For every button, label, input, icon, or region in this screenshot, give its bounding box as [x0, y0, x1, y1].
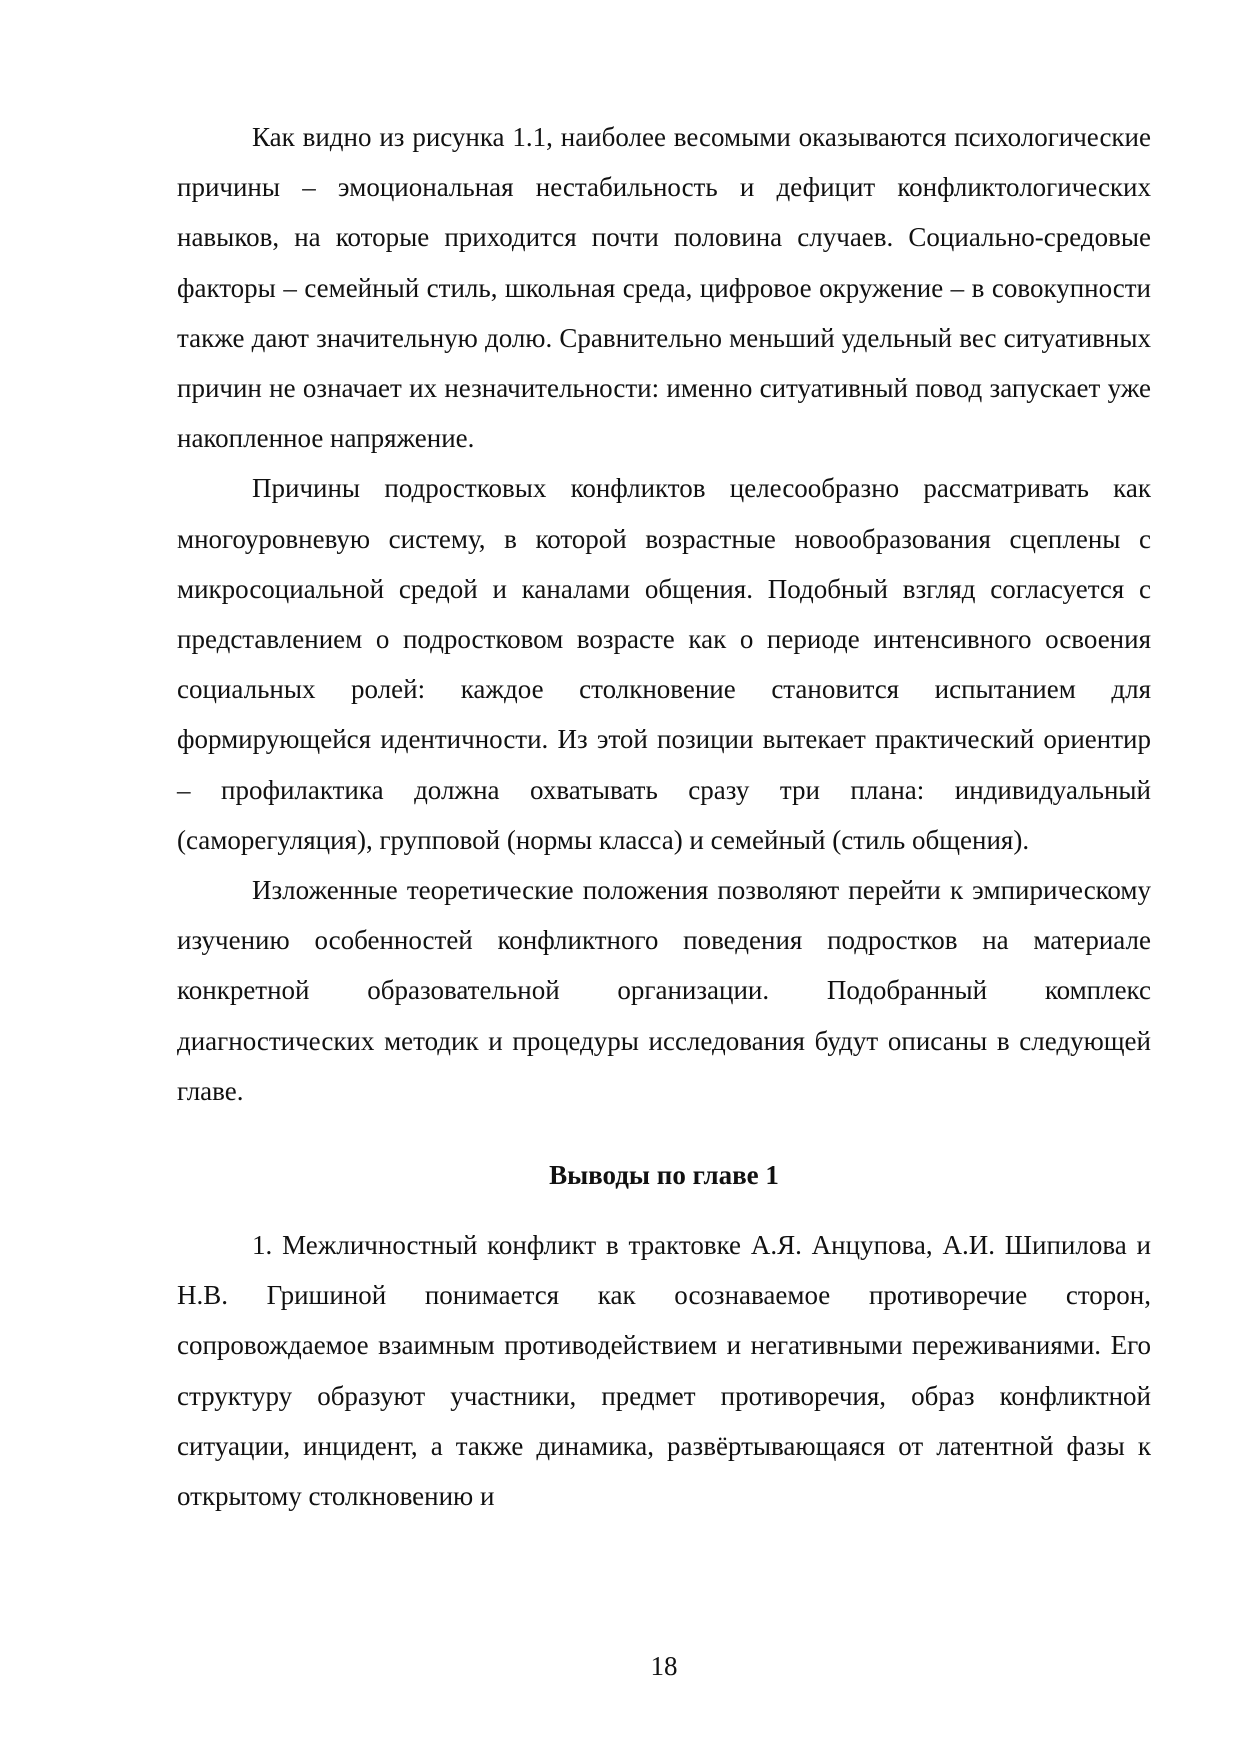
body-paragraph-2: Причины подростковых конфликтов целесообразно рассматривать как многоуровневую систему, в которой возрастные новообразования сцеплены с микросоциальной средой и каналами общения. Подобный взгляд согласуется с представлением о подростковом возрасте как о периоде интенсивного освоения социальных ролей: каждое столкновение становится испытанием для формирующейся идентичности. Из этой позиции вытекает практический ориентир – профилактика должна охватывать сразу три плана: индивидуальный (саморегуляция), групповой (нормы класса) и семейный (стиль общения).: [177, 473, 1151, 855]
body-paragraph-3: Изложенные теоретические положения позволяют перейти к эмпирическому изучению особенностей конфликтного поведения подростков на материале конкретной образовательной организации. Подобранный комплекс диагностических методик и процедуры исследования будут описаны в следующей главе.: [177, 875, 1151, 1106]
body-paragraph-1: Как видно из рисунка 1.1, наиболее весомыми оказываются психологические причины – эмоциональная нестабильность и дефицит конфликтологических навыков, на которые приходится почти половина случаев. Социально-средовые факторы – семейный стиль, школьная среда, цифровое окружение – в совокупности также дают значительную долю. Сравнительно меньший удельный вес ситуативных причин не означает их незначительности: именно ситуативный повод запускает уже накопленное напряжение.: [177, 122, 1151, 454]
conclusion-paragraph-1: 1. Межличностный конфликт в трактовке А.Я. Анцупова, А.И. Шипилова и Н.В. Гришиной понимается как осознаваемое противоречие сторон, сопровождаемое взаимным противодействием и негативными переживаниями. Его структуру образуют участники, предмет противоречия, образ конфликтной ситуации, инцидент, а также динамика, развёртывающаяся от латентной фазы к открытому столкновению и: [177, 1230, 1151, 1512]
document-page: [177, 112, 1151, 1521]
page-number: 18: [650, 1651, 678, 1681]
section-heading: Выводы по главе 1: [549, 1160, 779, 1191]
